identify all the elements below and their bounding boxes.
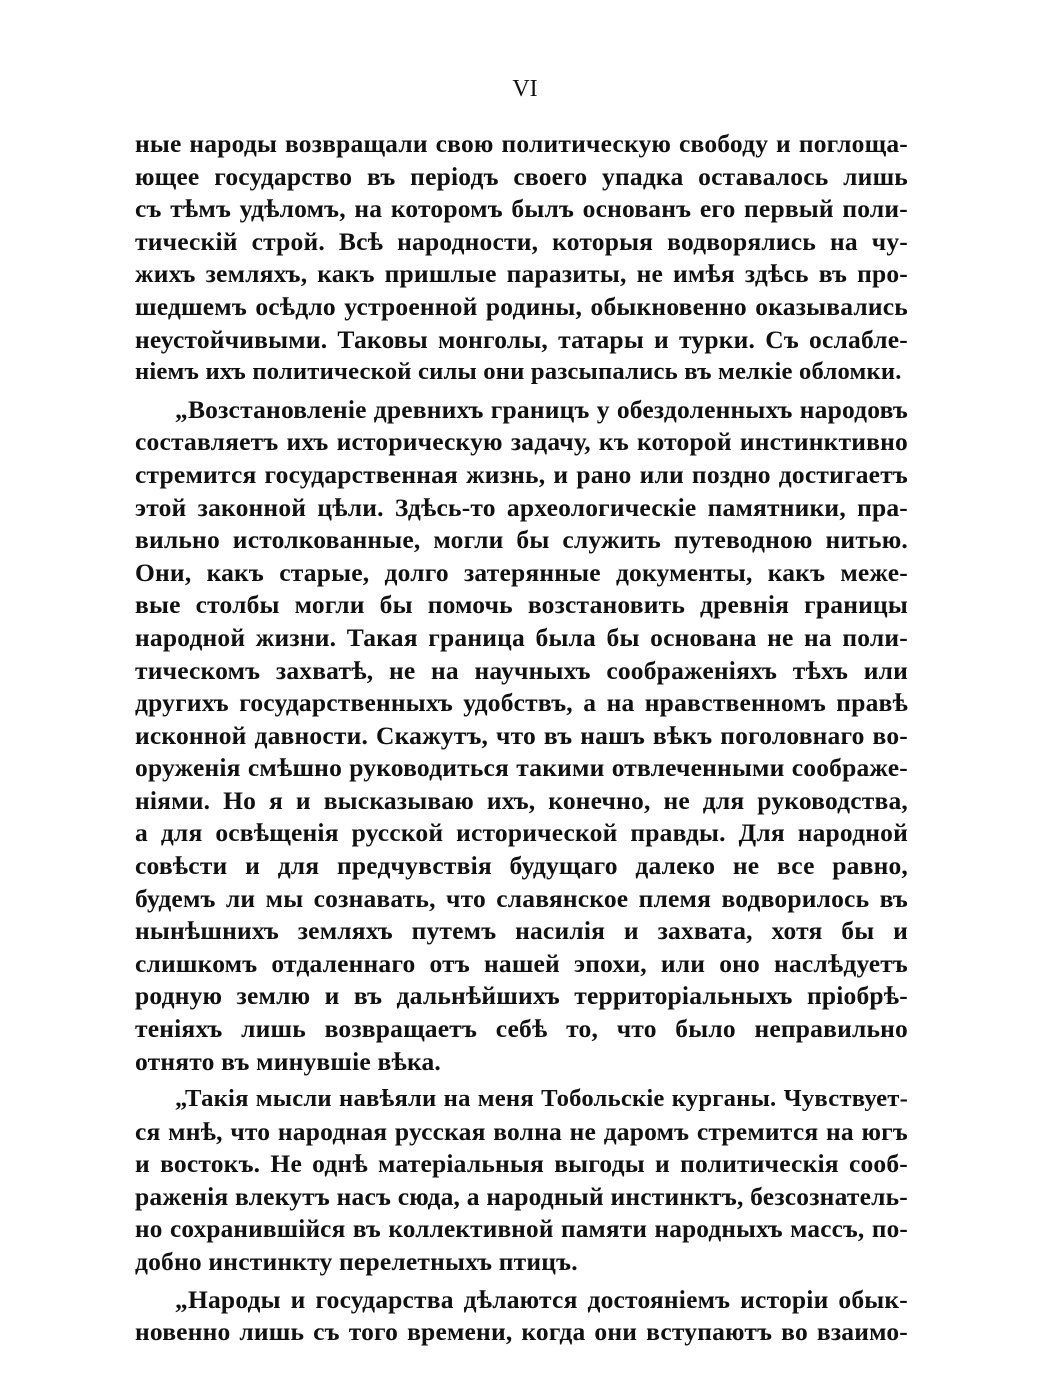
- text-line: тическій строй. Всѣ народности, которыя водворялись на чу-: [135, 226, 908, 256]
- text-line: ющее государство въ періодъ своего упадка оставалось лишь: [135, 161, 908, 191]
- text-line: новенно лишь съ того времени, когда они вступаютъ во взаимо-: [135, 1317, 908, 1347]
- text-line: шедшемъ осѣдло устроенной родины, обыкновенно оказывались: [135, 291, 908, 321]
- text-line: исконной давности. Скажутъ, что въ нашъ вѣкъ поголовнаго во-: [135, 720, 908, 750]
- text-line: народной жизни. Такая граница была бы основана не на поли-: [135, 622, 908, 652]
- text-line: этой законной цѣли. Здѣсь-то археологическіе памятники, пра-: [135, 492, 908, 522]
- text-line: ные народы возвращали свою политическую свободу и поглоща-: [135, 129, 908, 158]
- text-line: родную землю и въ дальнѣйшихъ территоріальныхъ пріобрѣ-: [135, 981, 908, 1011]
- text-line: тическомъ захватѣ, не на научныхъ соображеніяхъ тѣхъ или: [135, 655, 908, 685]
- paragraph: [135, 1083, 908, 1279]
- text-line: теніяхъ лишь возвращаетъ себѣ то, что было неправильно: [135, 1014, 908, 1044]
- text-line: но сохранившійся въ коллективной памяти народныхъ массъ, по-: [135, 1215, 908, 1243]
- text-line: будемъ ли мы сознавать, что славянское племя водворилось въ: [135, 883, 908, 913]
- text-line: слишкомъ отдаленнаго отъ нашей эпохи, или оно наслѣдуетъ: [135, 948, 908, 978]
- text-line: другихъ государственныхъ удобствъ, а на нравственномъ правѣ: [135, 688, 908, 718]
- text-line: съ тѣмъ удѣломъ, на которомъ былъ основанъ его первый поли-: [135, 194, 908, 224]
- body-text: [135, 128, 908, 1354]
- text-line: ніемъ ихъ политической силы они разсыпались въ мелкіе обломки.: [135, 358, 902, 386]
- text-line: „Народы и государства дѣлаются достояніемъ исторіи обык-: [175, 1284, 908, 1314]
- text-line: вильно истолкованные, могли бы служить путеводною нитью.: [135, 525, 908, 555]
- text-line: нынѣшнихъ земляхъ путемъ насилія и захвата, хотя бы и: [135, 916, 908, 946]
- paragraph: [135, 128, 908, 389]
- text-line: Они, какъ старые, долго затерянные документы, какъ меже-: [135, 557, 908, 587]
- text-line: „Возстановленіе древнихъ границъ у обездоленныхъ народовъ: [175, 394, 908, 424]
- text-line: неустойчивыми. Таковы монголы, татары и турки. Съ ослабле-: [135, 324, 908, 354]
- text-line: раженія влекутъ насъ сюда, а народный инстинктъ, безсознатель-: [135, 1182, 908, 1211]
- text-line: вые столбы могли бы помочь возстановить древнія границы: [135, 590, 908, 620]
- text-line: оруженія смѣшно руководиться такими отвлеченными соображе-: [135, 753, 908, 783]
- text-line: добно инстинкту перелетныхъ птицъ.: [135, 1247, 578, 1277]
- text-line: стремится государственная жизнь, и рано или поздно достигаетъ: [135, 459, 908, 489]
- text-line: жихъ земляхъ, какъ пришлые паразиты, не имѣя здѣсь въ про-: [135, 259, 908, 289]
- paragraph: [135, 1284, 908, 1349]
- text-line: ся мнѣ, что народная русская волна не даромъ стремится на югъ: [135, 1116, 908, 1146]
- text-line: а для освѣщенія русской исторической правды. Для народной: [135, 818, 908, 848]
- text-line: совѣсти и для предчувствія будущаго далеко не все равно,: [135, 851, 908, 881]
- paragraph: [135, 394, 908, 1078]
- text-line: ніями. Но я и высказываю ихъ, конечно, не для руководства,: [135, 785, 908, 815]
- text-line: „Такія мысли навѣяли на меня Тобольскіе курганы. Чувствует-: [175, 1085, 908, 1113]
- text-line: и востокъ. Не однѣ матеріальныя выгоды и политическія сооб-: [135, 1149, 908, 1179]
- text-line: отнято въ минувшіе вѣка.: [135, 1046, 442, 1076]
- page-number: VI: [512, 76, 538, 102]
- text-line: составляетъ ихъ историческую задачу, къ которой инстинктивно: [135, 427, 908, 457]
